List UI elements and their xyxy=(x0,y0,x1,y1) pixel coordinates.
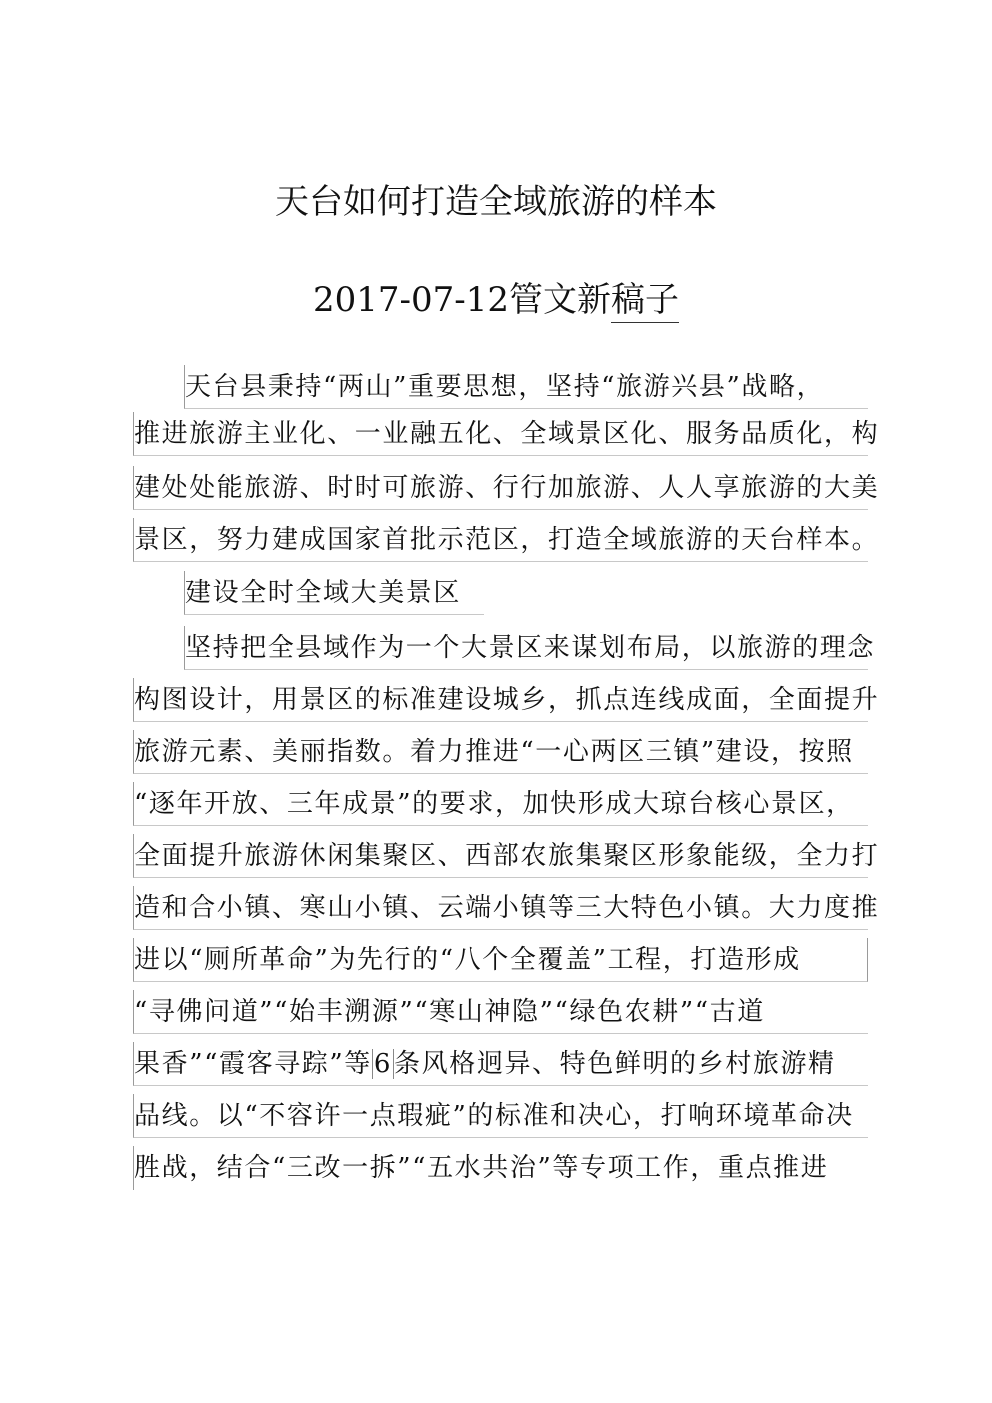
paragraph-line: “逐年开放、三年成景”的要求，加快形成大琼台核心景区， xyxy=(133,782,868,826)
paragraph-line: “寻佛问道”“始丰溯源”“寒山神隐”“绿色农耕”“古道 xyxy=(133,990,868,1034)
paragraph-line: 品线。以“不容许一点瑕疵”的标准和决心，打响环境革命决 xyxy=(133,1094,868,1138)
paragraph-line xyxy=(133,1042,868,1086)
paragraph-line: 造和合小镇、寒山小镇、云端小镇等三大特色小镇。大力度推 xyxy=(133,886,868,930)
paragraph-line: 景区，努力建成国家首批示范区，打造全域旅游的天台样本。 xyxy=(133,518,868,562)
line-text-after: 条风格迥异、特色鲜明的乡村旅游精 xyxy=(394,1049,836,1079)
number-value: 6 xyxy=(373,1049,393,1079)
subtitle-date: 2017-07-12 xyxy=(312,280,510,320)
document-title: 天台如何打造全域旅游的样本 xyxy=(275,182,717,222)
section-heading: 建设全时全域大美景区 xyxy=(184,571,484,615)
paragraph-line: 构图设计，用景区的标准建设城乡，抓点连线成面，全面提升 xyxy=(133,678,868,722)
paragraph-line: 推进旅游主业化、一业融五化、全域景区化、服务品质化，构 xyxy=(133,412,868,456)
paragraph-line: 进以“厕所革命”为先行的“八个全覆盖”工程，打造形成 xyxy=(133,938,868,982)
paragraph-line: 建处处能旅游、时时可旅游、行行加旅游、人人享旅游的大美 xyxy=(133,466,868,510)
paragraph-line: 全面提升旅游休闲集聚区、西部农旅集聚区形象能级，全力打 xyxy=(133,834,868,878)
paragraph-line: 旅游元素、美丽指数。着力推进“一心两区三镇”建设，按照 xyxy=(133,730,868,774)
paragraph-line: 天台县秉持“两山”重要思想，坚持“旅游兴县”战略， xyxy=(184,365,868,409)
line-text-before: 果香”“霞客寻踪”等 xyxy=(134,1049,372,1079)
paragraph-line: 胜战，结合“三改一拆”“五水共治”等专项工作，重点推进 xyxy=(133,1146,868,1190)
paragraph-line: 坚持把全县域作为一个大景区来谋划布局，以旅游的理念 xyxy=(184,626,868,670)
subtitle-author: 管文新 xyxy=(509,280,612,320)
subtitle-suffix: 稿子 xyxy=(611,280,679,323)
document-subtitle xyxy=(0,270,992,330)
